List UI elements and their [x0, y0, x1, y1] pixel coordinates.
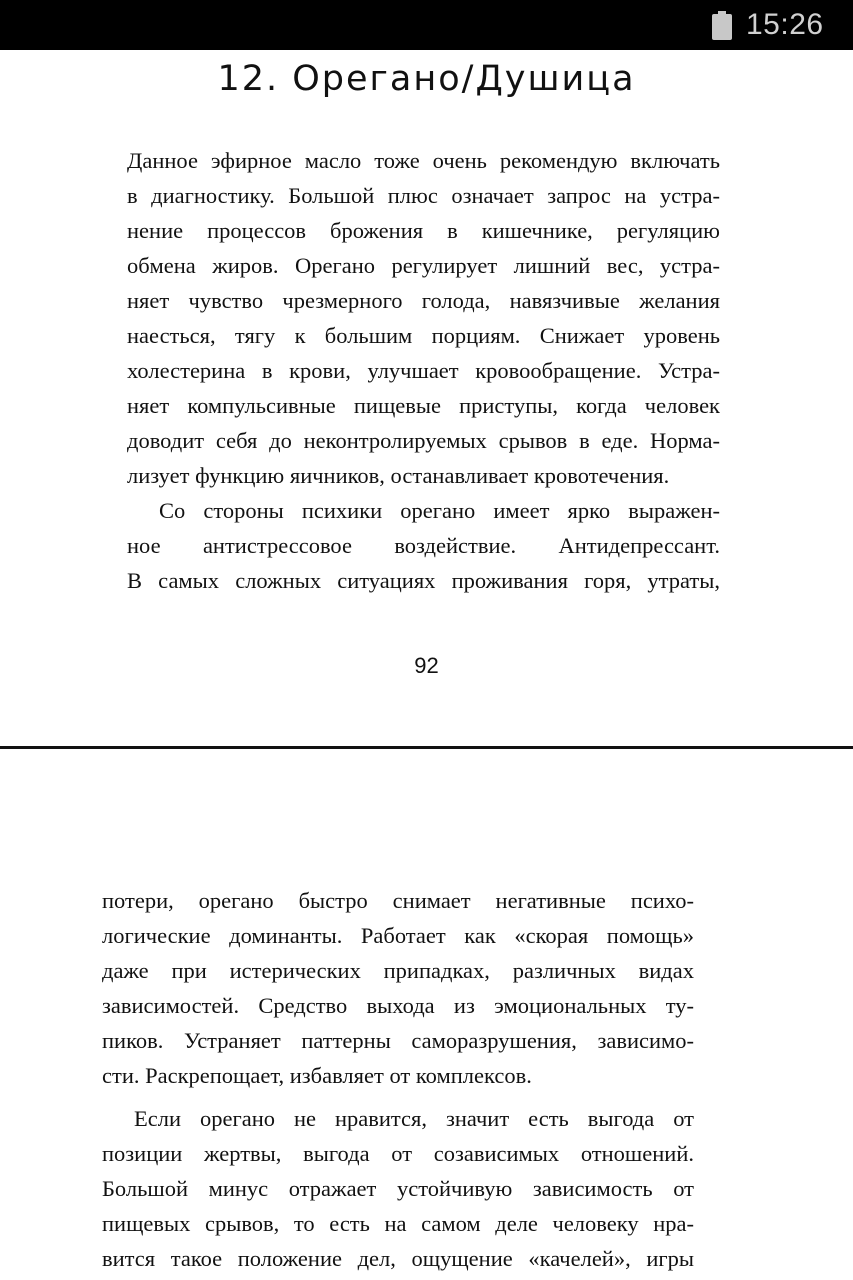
text-line: потери, орегано быстро снимает негативные психо- [102, 888, 694, 913]
text-line: нение процессов брожения в кишечнике, регуляцию [127, 218, 720, 243]
text-line: ное антистрессовое воздействие. Антидепрессант. [127, 533, 720, 558]
text-line: холестерина в крови, улучшает кровообращение. Устра- [127, 358, 720, 383]
text-line: Данное эфирное масло тоже очень рекомендую включать [127, 148, 720, 173]
text-line: даже при истерических припадках, различных видах [102, 958, 694, 983]
page-text-body [127, 143, 720, 598]
text-line: пиков. Устраняет паттерны саморазрушения, зависимо- [102, 1028, 694, 1053]
text-line: позиции жертвы, выгода от созависимых отношений. [102, 1141, 694, 1166]
text-line: лизует функцию яичников, останавливает кровотечения. [127, 463, 670, 488]
paragraph-gap [102, 1093, 694, 1101]
page-number: 92 [414, 653, 439, 678]
text-line: наесться, тягу к большим порциям. Снижает уровень [127, 323, 720, 348]
text-line: Большой минус отражает устойчивую зависимость от [102, 1176, 694, 1201]
text-line: зависимостей. Средство выхода из эмоциональных ту- [102, 993, 694, 1018]
text-line: В самых сложных ситуациях проживания горя, утраты, [127, 568, 720, 593]
text-line: доводит себя до неконтролируемых срывов в еде. Норма- [127, 428, 720, 453]
page-divider [0, 746, 853, 749]
text-line: в диагностику. Большой плюс означает запрос на устра- [127, 183, 720, 208]
text-line: Если орегано не нравится, значит есть выгода от [134, 1106, 694, 1131]
text-line: сти. Раскрепощает, избавляет от комплексов. [102, 1063, 532, 1088]
text-line: няет компульсивные пищевые приступы, когда человек [127, 393, 720, 418]
status-time: 15:26 [746, 8, 824, 41]
status-bar [0, 0, 853, 50]
text-line: Со стороны психики орегано имеет ярко выражен- [159, 498, 720, 523]
chapter-title: 12. Орегано/Душица [217, 59, 636, 99]
text-line: пищевых срывов, то есть на самом деле человеку нра- [102, 1211, 694, 1236]
text-line: логические доминанты. Работает как «скорая помощь» [102, 923, 694, 948]
text-line: вится такое положение дел, ощущение «качелей», игры [102, 1246, 694, 1271]
next-page-text-body [102, 883, 694, 1276]
text-line: няет чувство чрезмерного голода, навязчивые желания [127, 288, 720, 313]
text-line: обмена жиров. Орегано регулирует лишний вес, устра- [127, 253, 720, 278]
battery-icon [712, 11, 732, 40]
